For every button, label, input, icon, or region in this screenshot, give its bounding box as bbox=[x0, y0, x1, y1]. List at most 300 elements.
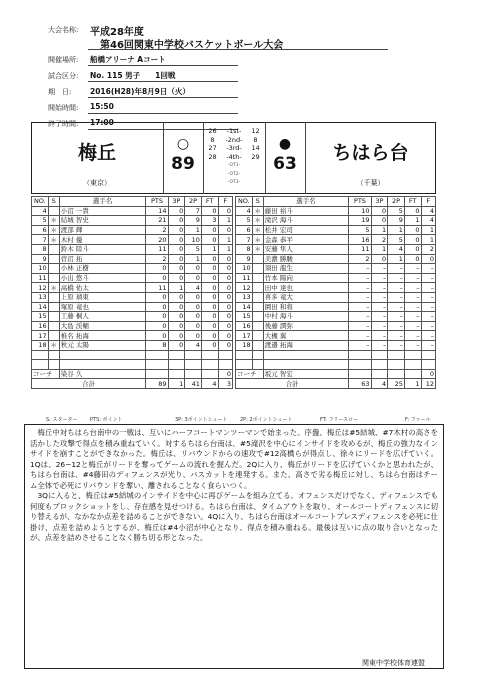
starter-mark bbox=[252, 254, 263, 264]
blank-cell bbox=[263, 350, 349, 360]
starter-mark bbox=[48, 321, 59, 331]
player-ft: 0 bbox=[201, 235, 218, 245]
player-ft: 1 bbox=[201, 244, 218, 254]
starter-mark bbox=[252, 321, 263, 331]
player-fouls: 0 bbox=[218, 340, 232, 350]
quarter-label: -1st- bbox=[226, 127, 242, 135]
blank-cell bbox=[252, 350, 263, 360]
player-2p: 5 bbox=[388, 206, 405, 216]
col-foul: F bbox=[218, 197, 232, 207]
away-stats-table bbox=[235, 196, 436, 389]
table-row bbox=[236, 331, 436, 341]
col-starter: S bbox=[48, 197, 59, 207]
table-row bbox=[32, 264, 233, 274]
player-name: 金森 恭平 bbox=[263, 235, 349, 245]
player-name: 園田 和将 bbox=[263, 302, 349, 312]
legend-2p: 2P: 2ポイントシュート bbox=[240, 417, 293, 423]
coach-fouls: 0 bbox=[421, 369, 436, 379]
blank-cell bbox=[421, 350, 436, 360]
table-row bbox=[236, 302, 436, 312]
blank-cell bbox=[32, 360, 49, 370]
player-number: 9 bbox=[236, 254, 253, 264]
player-2p: 1 bbox=[185, 254, 202, 264]
date-label: 期 日: bbox=[48, 88, 72, 96]
player-name: 美濃 勝駿 bbox=[263, 254, 349, 264]
blank-row bbox=[236, 350, 436, 360]
total-2p: 41 bbox=[185, 379, 202, 389]
blank-cell bbox=[168, 360, 185, 370]
player-ft: – bbox=[404, 283, 421, 293]
blank-cell bbox=[263, 360, 349, 370]
total-label: 合計 bbox=[236, 379, 349, 389]
player-points: 21 bbox=[146, 216, 168, 226]
legend-3p: 3P: 3ポイントシュート bbox=[175, 417, 228, 423]
player-number: 13 bbox=[236, 292, 253, 302]
player-number: 11 bbox=[32, 273, 49, 283]
starter-mark bbox=[48, 244, 59, 254]
overtime-label: -OT2- bbox=[227, 171, 241, 177]
player-points: – bbox=[349, 331, 371, 341]
player-fouls: 0 bbox=[218, 283, 232, 293]
starter-mark bbox=[48, 273, 59, 283]
col-2p: 2P bbox=[388, 197, 405, 207]
player-name: 高橋 佑太 bbox=[59, 283, 146, 293]
player-fouls: 0 bbox=[218, 273, 232, 283]
table-row bbox=[236, 254, 436, 264]
blank-row bbox=[236, 360, 436, 370]
player-name: 滝沢 海斗 bbox=[263, 216, 349, 226]
start-time: 15:50 bbox=[90, 102, 114, 111]
category: No. 115 男子 1回戦 bbox=[90, 71, 176, 80]
starter-mark bbox=[48, 264, 59, 274]
total-fouls: 12 bbox=[421, 379, 436, 389]
player-2p: – bbox=[388, 283, 405, 293]
player-points: 19 bbox=[349, 216, 371, 226]
player-fouls: 0 bbox=[218, 254, 232, 264]
player-ft: 0 bbox=[201, 273, 218, 283]
overtime-label: -OT1- bbox=[227, 163, 241, 168]
player-name: 椎名 拓海 bbox=[59, 331, 146, 341]
col-ft: FT bbox=[201, 197, 218, 207]
player-ft: 0 bbox=[404, 225, 421, 235]
player-fouls: 2 bbox=[421, 244, 436, 254]
player-ft: 0 bbox=[201, 283, 218, 293]
player-ft: 0 bbox=[404, 206, 421, 216]
player-fouls: – bbox=[421, 302, 436, 312]
blank-cell bbox=[59, 360, 146, 370]
starter-mark bbox=[48, 302, 59, 312]
player-2p: – bbox=[388, 273, 405, 283]
player-3p: – bbox=[371, 321, 388, 331]
player-points: – bbox=[349, 302, 371, 312]
player-2p: 0 bbox=[185, 331, 202, 341]
player-number: 18 bbox=[236, 340, 253, 350]
player-ft: 0 bbox=[404, 235, 421, 245]
total-row bbox=[32, 379, 233, 389]
player-name: 小出 悠斗 bbox=[59, 273, 146, 283]
player-3p: 0 bbox=[168, 312, 185, 322]
blank-cell bbox=[236, 360, 253, 370]
col-pts: PTS bbox=[146, 197, 168, 207]
player-name: 渡部 輝 bbox=[59, 225, 146, 235]
col-2p: 2P bbox=[185, 197, 202, 207]
coach-label: コーチ bbox=[236, 369, 264, 379]
player-name: 後藤 潤弥 bbox=[263, 321, 349, 331]
end-label: 終了時間: bbox=[48, 120, 79, 128]
table-row bbox=[32, 340, 233, 350]
player-number: 12 bbox=[32, 283, 49, 293]
coach-name: 坂元 智宏 bbox=[263, 369, 349, 379]
quarter-label: -4th- bbox=[226, 152, 242, 161]
player-name: 秋元 太陽 bbox=[59, 340, 146, 350]
player-number: 12 bbox=[236, 283, 253, 293]
player-number: 10 bbox=[236, 264, 253, 274]
starter-mark bbox=[252, 273, 263, 283]
legend-starter: S: スターター bbox=[46, 417, 78, 423]
player-3p: 2 bbox=[371, 235, 388, 245]
player-2p: 1 bbox=[388, 254, 405, 264]
player-name: 小林 正樹 bbox=[59, 264, 146, 274]
blank-cell bbox=[185, 360, 202, 370]
player-3p: 0 bbox=[168, 302, 185, 312]
player-points: 20 bbox=[146, 235, 168, 245]
player-name: 塚原 竜也 bbox=[59, 302, 146, 312]
player-number: 7 bbox=[32, 235, 49, 245]
col-name: 選手名 bbox=[59, 197, 146, 207]
player-points: 0 bbox=[146, 273, 168, 283]
home-team-name: 梅丘 bbox=[77, 142, 116, 164]
away-prefecture: （千葉） bbox=[356, 179, 385, 187]
table-header bbox=[32, 197, 233, 207]
starter-mark: ＊ bbox=[48, 283, 59, 293]
player-ft: 1 bbox=[404, 216, 421, 226]
quarter-home-score: 28 bbox=[208, 152, 217, 161]
starter-mark bbox=[252, 283, 263, 293]
quarter-home-score: 8 bbox=[210, 135, 215, 144]
player-ft: 0 bbox=[201, 340, 218, 350]
player-points: 10 bbox=[349, 206, 371, 216]
blank-cell bbox=[388, 369, 405, 379]
player-points: 11 bbox=[146, 244, 168, 254]
player-points: 2 bbox=[146, 254, 168, 264]
player-3p: 0 bbox=[371, 254, 388, 264]
player-name: 藤田 裕斗 bbox=[263, 206, 349, 216]
total-3p: 1 bbox=[168, 379, 185, 389]
overtime-label: -OT3- bbox=[227, 180, 241, 185]
player-3p: 1 bbox=[371, 244, 388, 254]
player-fouls: – bbox=[421, 312, 436, 322]
player-3p: 0 bbox=[168, 331, 185, 341]
blank-cell bbox=[59, 350, 146, 360]
quarter-away-score: 14 bbox=[251, 144, 260, 152]
table-row bbox=[32, 273, 233, 283]
player-3p: 0 bbox=[168, 235, 185, 245]
away-score: 63 bbox=[273, 154, 297, 174]
player-points: – bbox=[349, 312, 371, 322]
home-score: 89 bbox=[171, 154, 195, 174]
table-row bbox=[236, 225, 436, 235]
total-ft: 4 bbox=[201, 379, 218, 389]
player-3p: – bbox=[371, 273, 388, 283]
footer-organization: 関東中学校体育連盟 bbox=[362, 659, 425, 667]
starter-mark bbox=[48, 331, 59, 341]
home-stats-table bbox=[31, 196, 233, 389]
player-number: 6 bbox=[236, 225, 253, 235]
player-2p: 1 bbox=[185, 225, 202, 235]
blank-cell bbox=[146, 350, 168, 360]
blank-cell bbox=[371, 350, 388, 360]
table-row bbox=[32, 206, 233, 216]
date: 2016(H28)年8月9日（火） bbox=[90, 87, 190, 96]
player-3p: 0 bbox=[371, 216, 388, 226]
player-number: 10 bbox=[32, 264, 49, 274]
player-points: 2 bbox=[146, 225, 168, 235]
player-name: 大槻 翼 bbox=[263, 331, 349, 341]
away-team-name: ちはら台 bbox=[332, 142, 409, 164]
player-ft: – bbox=[404, 340, 421, 350]
table-header bbox=[236, 197, 436, 207]
end-time: 17:00 bbox=[90, 118, 114, 127]
player-points: 11 bbox=[146, 283, 168, 293]
blank-cell bbox=[146, 369, 168, 379]
starter-mark bbox=[252, 331, 263, 341]
player-ft: – bbox=[404, 273, 421, 283]
player-points: 0 bbox=[146, 331, 168, 341]
player-3p: – bbox=[371, 292, 388, 302]
player-2p: – bbox=[388, 340, 405, 350]
player-number: 8 bbox=[236, 244, 253, 254]
player-2p: 9 bbox=[388, 216, 405, 226]
table-row bbox=[236, 292, 436, 302]
blank-cell bbox=[349, 360, 371, 370]
quarter-home-score: 27 bbox=[208, 144, 217, 152]
player-name: 田中 達也 bbox=[263, 283, 349, 293]
blank-cell bbox=[349, 350, 371, 360]
player-number: 8 bbox=[32, 244, 49, 254]
player-name: 渡邉 拓海 bbox=[263, 340, 349, 350]
player-points: 0 bbox=[146, 312, 168, 322]
blank-cell bbox=[48, 360, 59, 370]
blank-row bbox=[32, 350, 233, 360]
legend-ft: FT: フリースロー bbox=[320, 417, 359, 423]
player-3p: – bbox=[371, 264, 388, 274]
col-3p: 3P bbox=[371, 197, 388, 207]
player-number: 4 bbox=[32, 206, 49, 216]
player-ft: 0 bbox=[404, 244, 421, 254]
player-3p: 0 bbox=[168, 225, 185, 235]
table-row bbox=[32, 321, 233, 331]
player-3p: – bbox=[371, 283, 388, 293]
player-2p: 10 bbox=[185, 235, 202, 245]
player-number: 6 bbox=[32, 225, 49, 235]
player-points: 5 bbox=[349, 225, 371, 235]
player-number: 18 bbox=[32, 340, 49, 350]
player-3p: 0 bbox=[168, 206, 185, 216]
player-3p: 1 bbox=[168, 283, 185, 293]
player-points: 2 bbox=[349, 254, 371, 264]
player-2p: 7 bbox=[185, 206, 202, 216]
table-row bbox=[32, 254, 233, 264]
player-2p: – bbox=[388, 302, 405, 312]
table-row bbox=[32, 312, 233, 322]
player-2p: 0 bbox=[185, 264, 202, 274]
player-number: 14 bbox=[236, 302, 253, 312]
player-name: 鈴木 陸斗 bbox=[59, 244, 146, 254]
player-ft: 0 bbox=[201, 225, 218, 235]
player-2p: 0 bbox=[185, 302, 202, 312]
starter-mark bbox=[48, 206, 59, 216]
player-2p: 0 bbox=[185, 321, 202, 331]
table-row bbox=[236, 340, 436, 350]
blank-cell bbox=[218, 350, 232, 360]
blank-cell bbox=[48, 350, 59, 360]
table-row bbox=[236, 283, 436, 293]
starter-mark: ＊ bbox=[252, 206, 263, 216]
player-2p: 1 bbox=[388, 225, 405, 235]
player-points: 0 bbox=[146, 321, 168, 331]
blank-cell bbox=[168, 369, 185, 379]
blank-cell bbox=[185, 350, 202, 360]
player-number: 13 bbox=[32, 292, 49, 302]
total-3p: 4 bbox=[371, 379, 388, 389]
player-number: 11 bbox=[236, 273, 253, 283]
table-row bbox=[236, 264, 436, 274]
player-fouls: 0 bbox=[218, 321, 232, 331]
player-3p: – bbox=[371, 340, 388, 350]
player-ft: – bbox=[404, 302, 421, 312]
starter-mark: ＊ bbox=[252, 225, 263, 235]
player-fouls: – bbox=[421, 331, 436, 341]
player-ft: 0 bbox=[201, 206, 218, 216]
col-no: NO. bbox=[32, 197, 49, 207]
player-ft: 0 bbox=[201, 312, 218, 322]
quarter-away-score: 8 bbox=[253, 135, 258, 144]
player-points: – bbox=[349, 264, 371, 274]
player-name: 結城 智史 bbox=[59, 216, 146, 226]
player-fouls: – bbox=[421, 283, 436, 293]
player-points: 0 bbox=[146, 264, 168, 274]
player-name: 中村 海斗 bbox=[263, 312, 349, 322]
total-2p: 25 bbox=[388, 379, 405, 389]
player-2p: 4 bbox=[185, 283, 202, 293]
player-fouls: 1 bbox=[218, 244, 232, 254]
blank-cell bbox=[185, 369, 202, 379]
player-3p: – bbox=[371, 312, 388, 322]
blank-cell bbox=[146, 360, 168, 370]
blank-cell bbox=[236, 350, 253, 360]
blank-cell bbox=[388, 350, 405, 360]
player-ft: – bbox=[404, 331, 421, 341]
total-ft: 1 bbox=[404, 379, 421, 389]
table-row bbox=[236, 312, 436, 322]
player-3p: 1 bbox=[371, 225, 388, 235]
player-name: 松井 宏司 bbox=[263, 225, 349, 235]
player-number: 5 bbox=[236, 216, 253, 226]
table-row bbox=[32, 225, 233, 235]
total-points: 89 bbox=[146, 379, 168, 389]
table-row bbox=[236, 206, 436, 216]
player-3p: – bbox=[371, 302, 388, 312]
player-2p: 0 bbox=[185, 312, 202, 322]
player-2p: 5 bbox=[185, 244, 202, 254]
player-name: 工藤 桐人 bbox=[59, 312, 146, 322]
blank-cell bbox=[201, 360, 218, 370]
player-3p: 0 bbox=[168, 244, 185, 254]
starter-mark: ＊ bbox=[48, 216, 59, 226]
player-ft: 0 bbox=[201, 302, 218, 312]
starter-mark: ＊ bbox=[48, 225, 59, 235]
player-2p: 4 bbox=[185, 340, 202, 350]
player-2p: 0 bbox=[185, 273, 202, 283]
blank-cell bbox=[32, 350, 49, 360]
player-number: 7 bbox=[236, 235, 253, 245]
player-3p: 0 bbox=[168, 340, 185, 350]
player-ft: 0 bbox=[201, 264, 218, 274]
player-fouls: 1 bbox=[218, 216, 232, 226]
player-number: 14 bbox=[32, 302, 49, 312]
starter-mark bbox=[252, 264, 263, 274]
starter-mark bbox=[252, 340, 263, 350]
total-row bbox=[236, 379, 436, 389]
blank-cell bbox=[404, 369, 421, 379]
player-number: 17 bbox=[236, 331, 253, 341]
player-name: 喜多 竜大 bbox=[263, 292, 349, 302]
table-row bbox=[236, 235, 436, 245]
player-points: 16 bbox=[349, 235, 371, 245]
player-2p: – bbox=[388, 331, 405, 341]
blank-cell bbox=[201, 350, 218, 360]
table-row bbox=[32, 302, 233, 312]
player-ft: – bbox=[404, 264, 421, 274]
col-foul: F bbox=[421, 197, 436, 207]
col-name: 選手名 bbox=[263, 197, 349, 207]
player-fouls: – bbox=[421, 292, 436, 302]
player-name: 大島 渓輔 bbox=[59, 321, 146, 331]
coach-row bbox=[32, 369, 233, 379]
player-number: 5 bbox=[32, 216, 49, 226]
coach-row bbox=[236, 369, 436, 379]
table-row bbox=[32, 283, 233, 293]
player-number: 16 bbox=[32, 321, 49, 331]
venue-label: 開催場所: bbox=[48, 56, 79, 64]
player-3p: 0 bbox=[168, 321, 185, 331]
player-fouls: 0 bbox=[218, 312, 232, 322]
player-fouls: 1 bbox=[421, 235, 436, 245]
player-fouls: 1 bbox=[218, 235, 232, 245]
player-3p: 0 bbox=[168, 264, 185, 274]
player-2p: – bbox=[388, 264, 405, 274]
table-row bbox=[32, 292, 233, 302]
table-row bbox=[32, 216, 233, 226]
total-fouls: 3 bbox=[218, 379, 232, 389]
starter-mark bbox=[252, 312, 263, 322]
blank-cell bbox=[252, 360, 263, 370]
player-fouls: 0 bbox=[218, 331, 232, 341]
player-fouls: 4 bbox=[421, 206, 436, 216]
away-loss-mark: ● bbox=[278, 136, 292, 152]
quarter-label: -3rd- bbox=[226, 144, 242, 152]
player-name: 菅沼 拓 bbox=[59, 254, 146, 264]
table-row bbox=[32, 331, 233, 341]
player-fouls: 0 bbox=[421, 254, 436, 264]
player-fouls: 0 bbox=[218, 302, 232, 312]
coach-fouls: 0 bbox=[218, 369, 232, 379]
blank-cell bbox=[404, 360, 421, 370]
starter-mark bbox=[48, 254, 59, 264]
col-no: NO. bbox=[236, 197, 253, 207]
player-name: 木村 優 bbox=[59, 235, 146, 245]
starter-mark bbox=[252, 292, 263, 302]
